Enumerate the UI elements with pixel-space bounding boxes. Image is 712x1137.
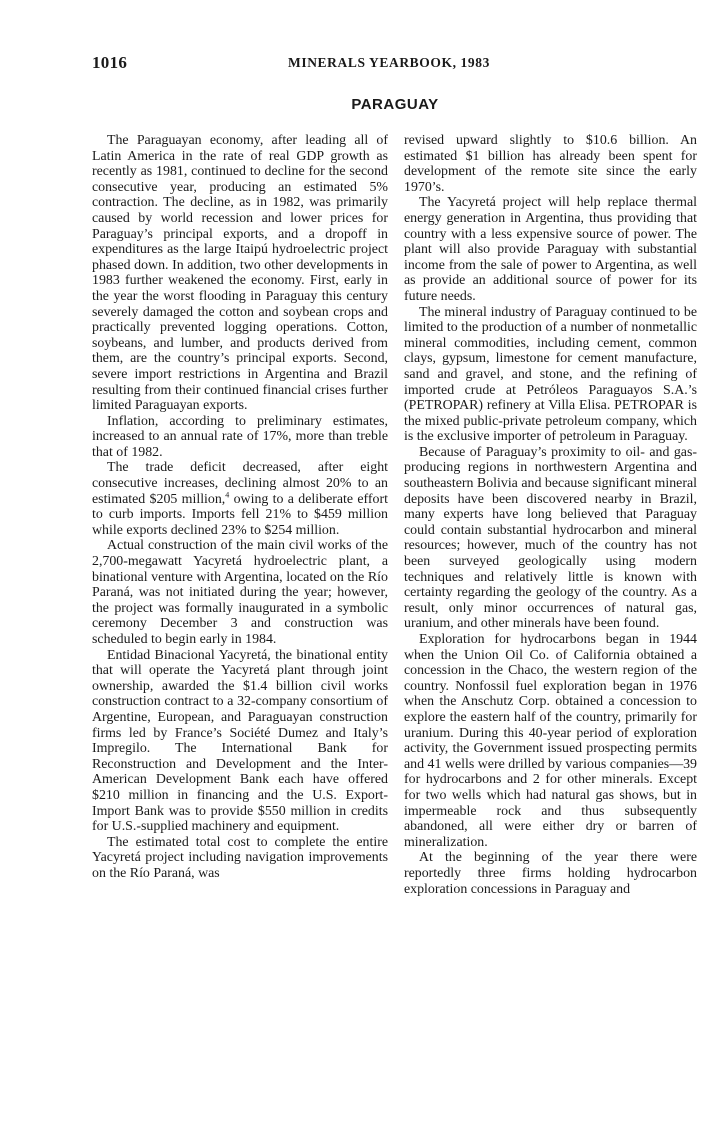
paragraph: Because of Paraguay’s proximity to oil- and gas-producing regions in northwestern Argentina and southeastern Bolivia and because significant mineral deposits have been discovered nearby in Brazil, many experts have long believed that Paraguay could contain substantial hydrocarbon and mineral resources; however, much of the country has not been surveyed geologically using modern techniques and relatively little is known with certainty regarding the geology of the country. As a result, only minor occurrences of natural gas, uranium, and other minerals have been found. [404, 444, 697, 632]
paragraph: At the beginning of the year there were reportedly three firms holding hydrocarbon exploration concessions in Paraguay and [404, 850, 697, 897]
paragraph: The Paraguayan economy, after leading all of Latin America in the rate of real GDP growth as recently as 1981, continued to decline for the second consecutive year, producing an estimated 5% contraction. The decline, as in 1982, was primarily caused by world recession and lower prices for Paraguay’s principal exports, and a dropoff in expenditures as the large Itaipú hydroelectric project phased down. In addition, two other developments in 1983 further weakened the economy. First, early in the year the worst flooding in Paraguay this century severely damaged the cotton and soybean crops and practically prevented logging operations. Cotton, soybeans, and lumber, and products derived from them, are the country’s principal exports. Second, severe import restrictions in Argentina and Brazil resulting from their continued financial crises further limited Paraguayan exports. [92, 133, 388, 414]
left-column [92, 133, 388, 882]
paragraph: Exploration for hydrocarbons began in 1944 when the Union Oil Co. of California obtained a concession in the Chaco, the western region of the country. Nonfossil fuel exploration began in 1976 when the Anschutz Corp. obtained a concession to explore the eastern half of the country, primarily for uranium. During this 40-year period of exploration activity, the Government issued prospecting permits and 41 wells were drilled by various companies—39 for hydrocarbons and 2 for other minerals. Except for two wells which had natural gas shows, but in impermeable rock and thus subsequently abandoned, all were either dry or barren of mineralization. [404, 632, 697, 850]
paragraph: The Yacyretá project will help replace thermal energy generation in Argentina, thus providing that country with a less expensive source of power. The plant will also provide Paraguay with substantial income from the sale of power to Argentina, as well as provide an additional source of power for its future needs. [404, 195, 697, 304]
paragraph: The mineral industry of Paraguay continued to be limited to the production of a number of nonmetallic mineral commodities, including cement, common clays, gypsum, limestone for cement manufacture, sand and gravel, and stone, and the refining of imported crude at Petróleos Paraguayos S.A.’s (PETROPAR) refinery at Villa Elisa. PETROPAR is the mixed public-private petroleum company, which is the exclusive importer of petroleum in Paraguay. [404, 304, 697, 445]
right-column [404, 133, 697, 897]
paragraph: Actual construction of the main civil works of the 2,700-megawatt Yacyretá hydroelectric plant, a binational venture with Argentina, located on the Río Paraná, was not initiated during the year; however, the project was formally inaugurated in a symbolic ceremony December 3 and construction was scheduled to begin early in 1984. [92, 538, 388, 647]
paragraph: Inflation, according to preliminary estimates, increased to an annual rate of 17%, more than treble that of 1982. [92, 413, 388, 460]
page-number: 1016 [92, 53, 128, 72]
paragraph-with-footnote [92, 460, 388, 538]
paragraph-continued: revised upward slightly to $10.6 billion. An estimated $1 billion has already been spent for development of the remote site since the early 1970’s. [404, 133, 697, 195]
paragraph: The estimated total cost to complete the entire Yacyretá project including navigation improvements on the Río Paraná, was [92, 834, 388, 881]
section-title: PARAGUAY [351, 96, 439, 113]
paragraph-text: The trade deficit decreased, after eight consecutive increases, declining almost 20% to an estimated $205 million, [92, 460, 388, 507]
running-title: MINERALS YEARBOOK, 1983 [288, 55, 490, 70]
footnote-marker[interactable]: 4 [225, 490, 230, 500]
page-header [92, 53, 696, 73]
paragraph: Entidad Binacional Yacyretá, the binational entity that will operate the Yacyretá plant through joint ownership, awarded the $1.4 billion civil works construction contract to a 32-company consortium of Argentine, European, and Paraguayan construction firms led by France’s Société Dumez and Italy’s Impregilo. The International Bank for Reconstruction and Development and the Inter-American Development Bank each have offered $210 million in financing and the U.S. Export-Import Bank was to provide $550 million in credits for U.S.-supplied machinery and equipment. [92, 647, 388, 835]
paragraph-text: owing to a deliberate effort to curb imports. Imports fell 21% to $459 million while exports declined 23% to $254 million. [92, 491, 388, 538]
